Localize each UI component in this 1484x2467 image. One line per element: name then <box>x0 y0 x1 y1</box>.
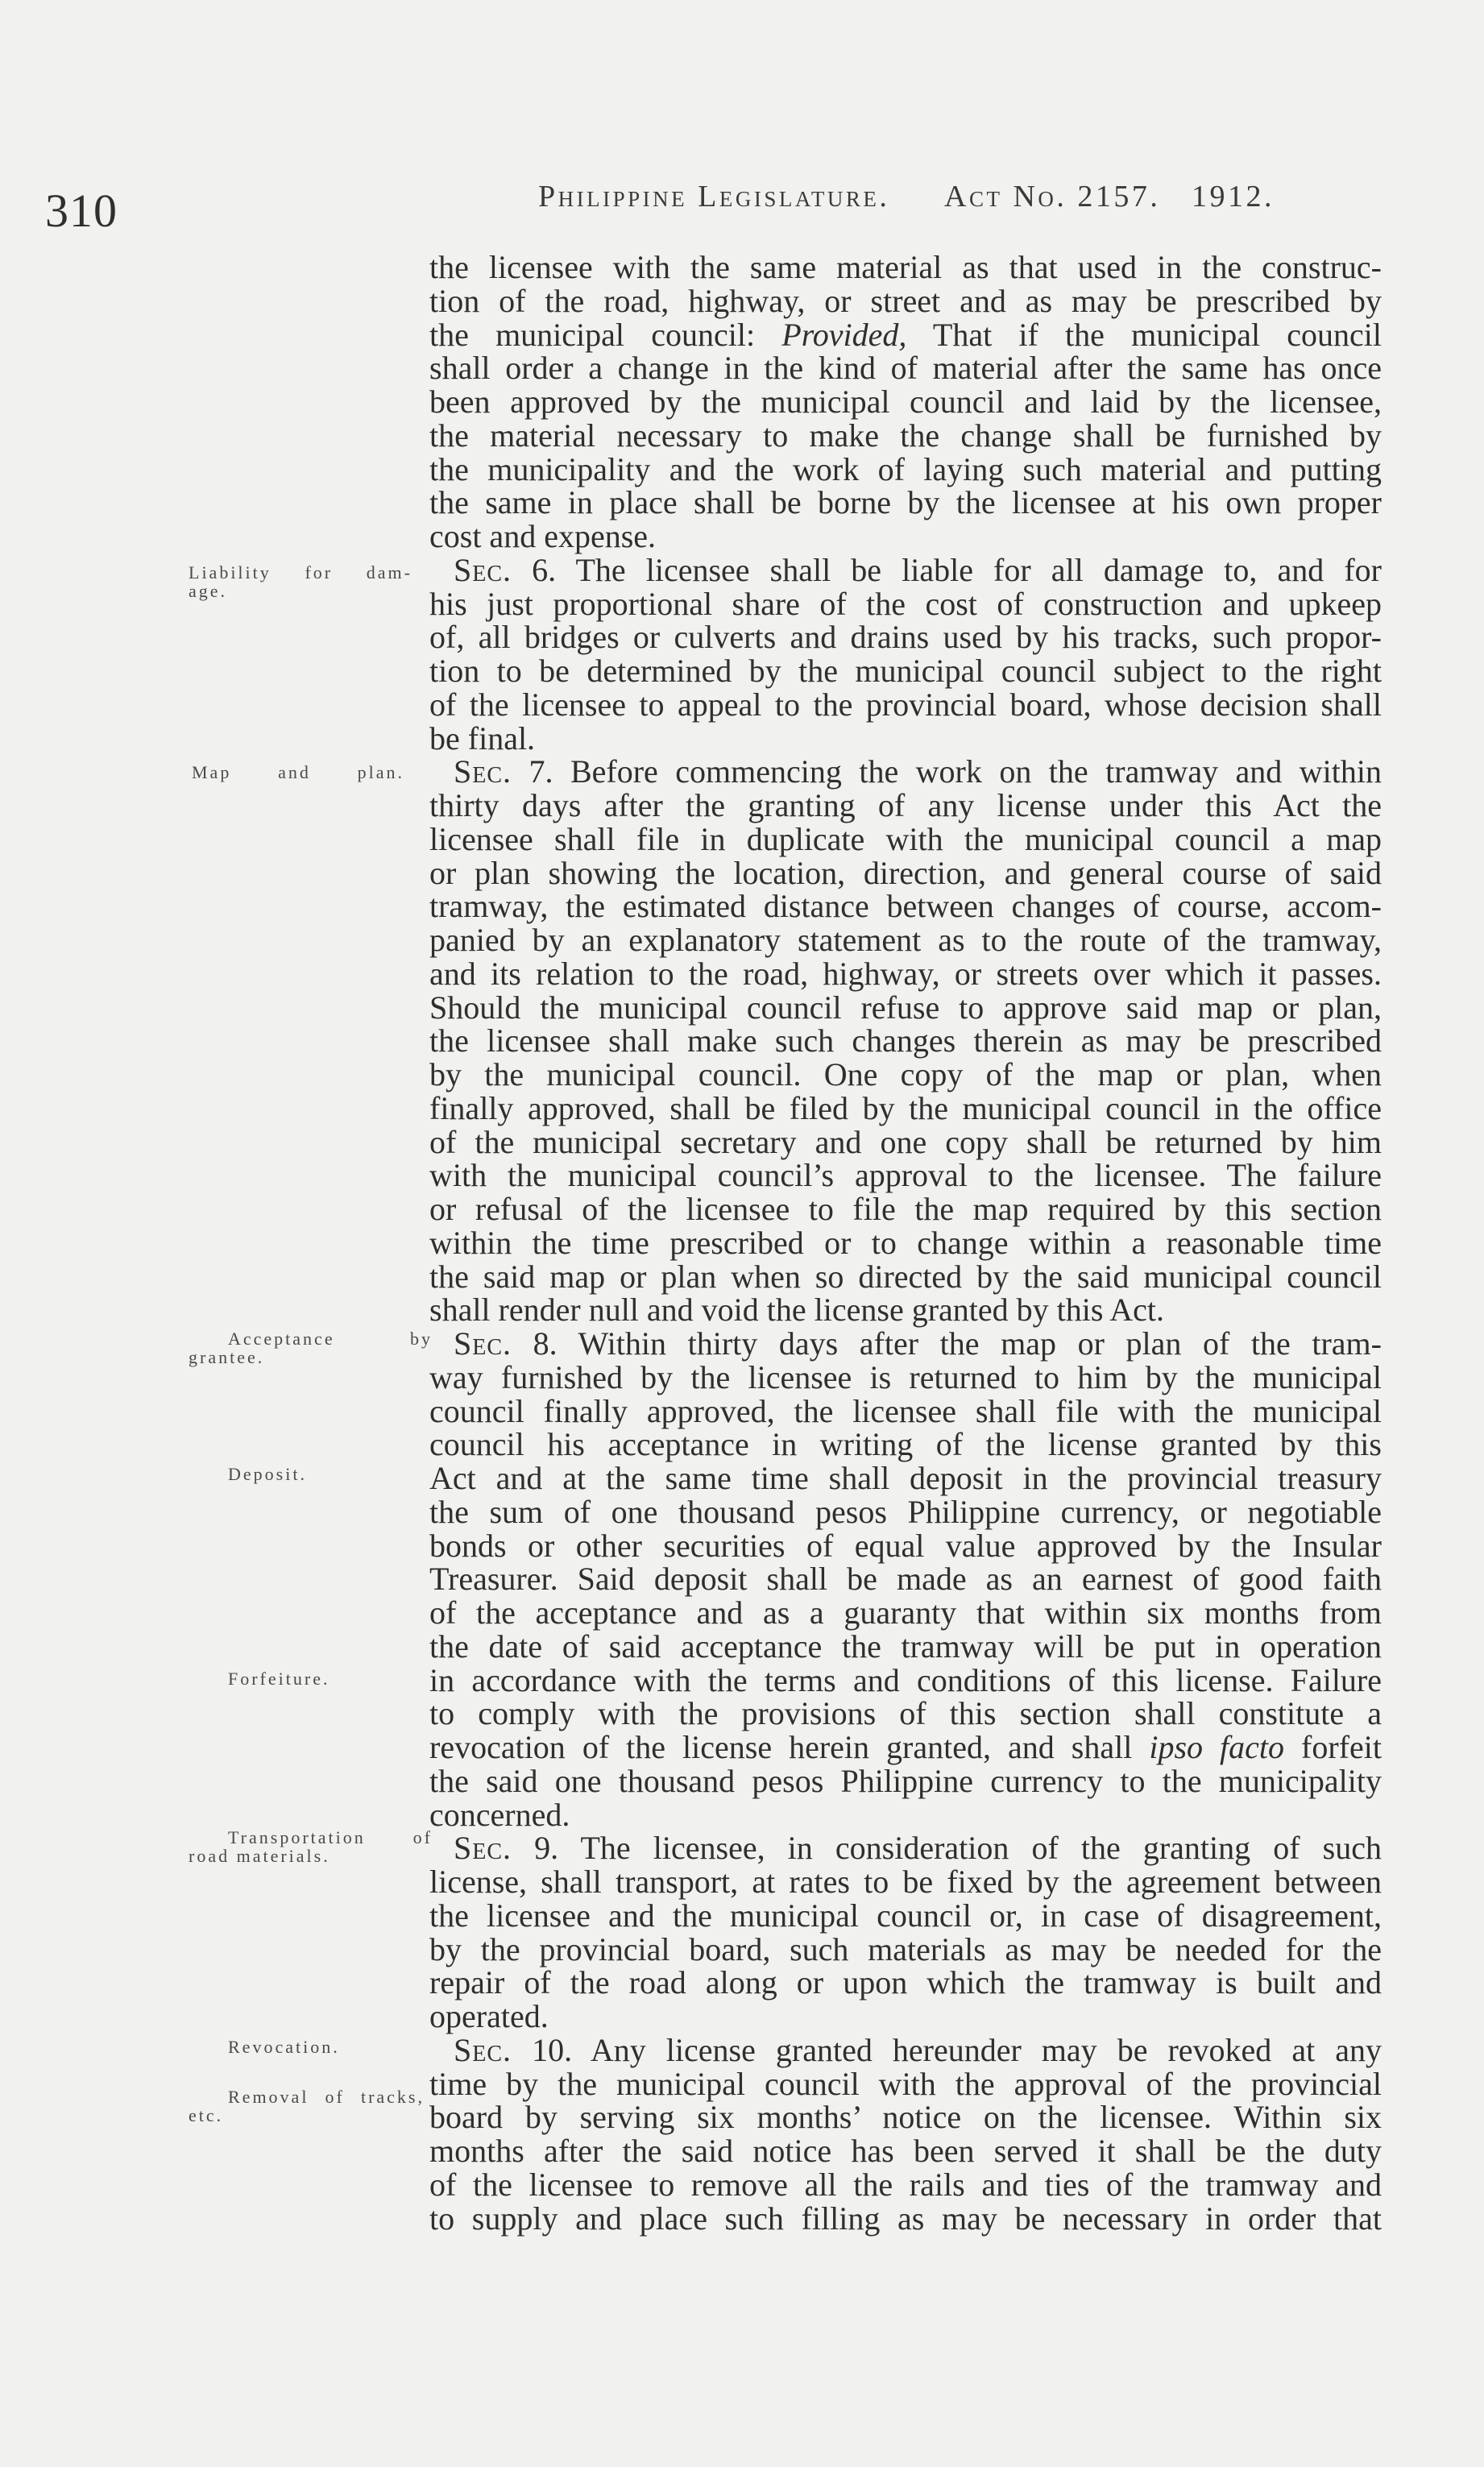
line-text: 10. Any license granted hereunder may be revoked at any <box>512 2031 1382 2068</box>
body-line: shall order a change in the kind of material after the same has once <box>429 350 1382 387</box>
line-text: That if the municipal council <box>906 316 1382 353</box>
margin-note-line: Liability for dam- <box>189 562 412 583</box>
line-text: the municipal council: <box>429 316 782 353</box>
body-line: way furnished by the licensee is returned to him by the municipal <box>429 1358 1382 1395</box>
body-line: of the acceptance and as a guaranty that within six months from <box>429 1594 1382 1631</box>
line-text: forfeit <box>1284 1729 1382 1765</box>
body-line: the licensee with the same material as that used in the construc- <box>429 249 1382 285</box>
margin-note-line: Deposit. <box>228 1464 307 1484</box>
body-line: by the provincial board, such materials as may be needed for the <box>429 1930 1382 1967</box>
margin-note-line: Transportation of <box>228 1827 433 1847</box>
body-line: repair of the road along or upon which the tramway is built and <box>429 1964 1382 2001</box>
body-line <box>429 1831 1382 1865</box>
body-line: panied by an explanatory statement as to the route of the tramway, <box>429 922 1382 958</box>
body-line: finally approved, shall be filed by the municipal council in the office <box>429 1089 1382 1126</box>
running-head-act: Act No. 2157. <box>944 180 1161 214</box>
body-line: concerned. <box>429 1796 570 1833</box>
body-line <box>429 551 1382 588</box>
section-label: Sec. <box>454 1830 512 1867</box>
margin-note-forfeiture <box>228 1669 330 1688</box>
body-line: cost and expense. <box>429 518 657 554</box>
margin-note-acceptance <box>189 1329 433 1366</box>
body-line: licensee shall file in duplicate with the municipal council a map <box>429 820 1382 857</box>
running-head-year: 1912. <box>1192 180 1275 214</box>
body-line <box>429 2031 1382 2068</box>
margin-note-liability <box>189 563 412 600</box>
body-line: or refusal of the licensee to file the map required by this section <box>429 1191 1382 1227</box>
section-7 <box>429 755 1382 1327</box>
body-line: the same in place shall be borne by the licensee at his own proper <box>429 484 1382 521</box>
body-line: tramway, the estimated distance between changes of course, accom- <box>429 888 1382 925</box>
body-line: Treasurer. Said deposit shall be made as an earnest of good faith <box>429 1561 1382 1598</box>
body-line: the material necessary to make the change shall be furnished by <box>429 417 1382 454</box>
italic-term: Provided, <box>781 316 907 353</box>
body-line: of the licensee to appeal to the provincial board, whose decision shall <box>429 686 1382 723</box>
body-line: be final. <box>429 719 536 757</box>
body-line: been approved by the municipal council and laid by the licensee, <box>429 384 1382 420</box>
line-text: 6. The licensee shall be liable for all damage to, and for <box>512 551 1382 588</box>
section-label: Sec. <box>454 551 512 588</box>
body-line: thirty days after the granting of any license under this Act the <box>429 787 1382 823</box>
body-line: the municipality and the work of laying such material and putting <box>429 450 1382 487</box>
margin-note-deposit <box>228 1465 307 1483</box>
body-line: council finally approved, the licensee shall file with the municipal <box>429 1392 1382 1429</box>
body-line: with the municipal council’s approval to the licensee. The failure <box>429 1157 1382 1194</box>
body-line <box>429 318 1382 352</box>
section-9 <box>429 1831 1382 2034</box>
margin-note-line: Revocation. <box>228 2037 340 2057</box>
section-8 <box>429 1327 1382 1831</box>
margin-note-line: age. <box>189 581 228 601</box>
body-line: the sum of one thousand pesos Philippine currency, or negotiable <box>429 1493 1382 1530</box>
margin-note-line: etc. <box>189 2105 224 2125</box>
body-line: Should the municipal council refuse to approve said map or plan, <box>429 989 1382 1026</box>
body-line: shall render null and void the license granted by this Act. <box>429 1292 1164 1329</box>
section-label: Sec. <box>454 1325 512 1362</box>
body-line: Act and at the same time shall deposit in the provincial treasury <box>429 1460 1382 1496</box>
margin-note-line: Acceptance by <box>228 1329 433 1349</box>
body-line: in accordance with the terms and conditions of this license. Failure <box>429 1661 1382 1698</box>
body-line: operated. <box>429 1998 549 2034</box>
body-line: and its relation to the road, highway, or streets over which it passes. <box>429 955 1382 992</box>
body-line: tion of the road, highway, or street and as may be prescribed by <box>429 282 1382 319</box>
line-text: 8. Within thirty days after the map or plan of the tram- <box>512 1325 1382 1362</box>
body-line <box>429 755 1382 789</box>
margin-note-map-and-plan <box>192 763 404 782</box>
section-10 <box>429 2031 1382 2237</box>
running-head-title: Philippine Legislature. <box>538 180 890 214</box>
section-6 <box>429 551 1382 757</box>
body-line: license, shall transport, at rates to be fixed by the agreement between <box>429 1864 1382 1900</box>
body-line: or plan showing the location, direction, and general course of said <box>429 854 1382 891</box>
body-line: time by the municipal council with the approval of the provincial <box>429 2065 1382 2102</box>
margin-note-line: road materials. <box>189 1846 330 1866</box>
body-line <box>429 1731 1382 1764</box>
body-line: of the licensee to remove all the rails and ties of the tramway and <box>429 2166 1382 2203</box>
page-number: 310 <box>45 185 118 237</box>
body-line: by the municipal council. One copy of the map or plan, when <box>429 1056 1382 1093</box>
body-line: tion to be determined by the municipal council subject to the right <box>429 653 1382 689</box>
line-text: 9. The licensee, in consideration of the granting of such <box>512 1830 1382 1867</box>
body-line: the said one thousand pesos Philippine currency to the municipality <box>429 1762 1382 1799</box>
line-text: 7. Before commencing the work on the tramway and within <box>512 753 1382 790</box>
body-line: of, all bridges or culverts and drains used by his tracks, such propor- <box>429 619 1382 656</box>
margin-note-line: Forfeiture. <box>228 1669 330 1689</box>
body-line: his just proportional share of the cost of construction and upkeep <box>429 585 1382 622</box>
body-line: of the municipal secretary and one copy shall be returned by him <box>429 1123 1382 1160</box>
body-line: to comply with the provisions of this section shall constitute a <box>429 1695 1382 1732</box>
body-line: the licensee and the municipal council or, in case of disagreement, <box>429 1897 1382 1934</box>
margin-note-transportation <box>189 1828 433 1865</box>
line-text: revocation of the license herein granted, and shall <box>429 1729 1150 1765</box>
body-line: to supply and place such filling as may be necessary in order that <box>429 2200 1382 2237</box>
margin-note-removal <box>189 2088 425 2125</box>
italic-term: ipso facto <box>1149 1729 1285 1765</box>
body-line: months after the said notice has been served it shall be the duty <box>429 2133 1382 2169</box>
body-line: the licensee shall make such changes therein as may be prescribed <box>429 1022 1382 1059</box>
body-line: council his acceptance in writing of the license granted by this <box>429 1426 1382 1463</box>
margin-note-revocation <box>228 2038 340 2056</box>
body-line: the date of said acceptance the tramway will be put in operation <box>429 1627 1382 1665</box>
body-line <box>429 1327 1382 1361</box>
margin-note-line: Map and plan. <box>192 762 404 782</box>
margin-note-line: grantee. <box>189 1347 265 1367</box>
section-label: Sec. <box>454 753 512 790</box>
section-label: Sec. <box>454 2031 512 2068</box>
section-5-continuation <box>429 251 1382 554</box>
body-line: the said map or plan when so directed by the said municipal council <box>429 1258 1382 1295</box>
margin-note-line: Removal of tracks, <box>228 2087 425 2107</box>
body-line: within the time prescribed or to change within a reasonable time <box>429 1224 1382 1261</box>
body-line: bonds or other securities of equal value approved by the Insular <box>429 1527 1382 1564</box>
body-text <box>429 251 1382 2235</box>
body-line: board by serving six months’ notice on the licensee. Within six <box>429 2099 1382 2136</box>
